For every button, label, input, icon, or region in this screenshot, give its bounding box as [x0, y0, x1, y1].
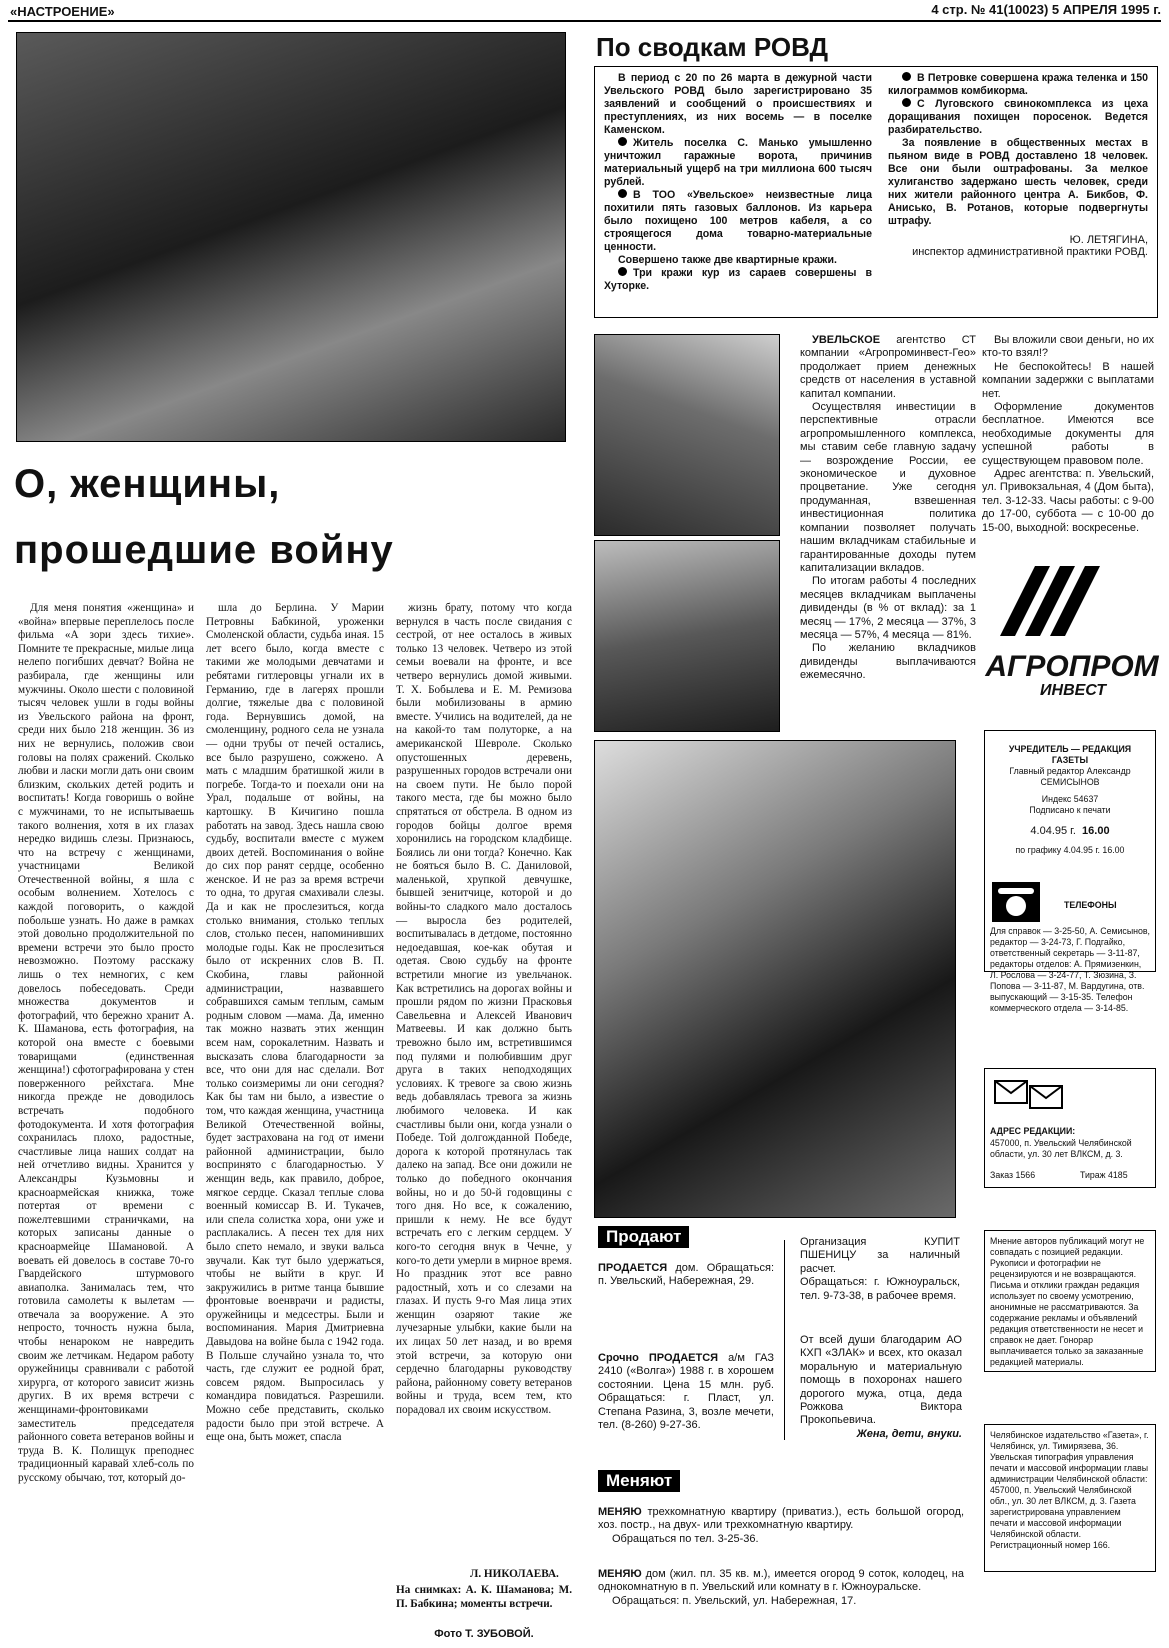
- order-number: Заказ 1566: [990, 1170, 1036, 1180]
- agroprom-logo-icon: [990, 566, 1120, 654]
- telephone-icon: [992, 882, 1040, 922]
- meeting-photo: [594, 740, 956, 1218]
- phones-title: ТЕЛЕФОНЫ: [1064, 900, 1117, 910]
- printing-text: Челябинское издательство «Газета», г. Челябинск, ул. Тимирязева, 36. Увельская типография управления печати и массовой информации главы администрации Челябинской области: 457000, п. Увельский Челябинской обл., ул. 30 лет ВЛКСМ, д. 3. Газета зарегистрирована управлением печати и массовой информации Челябинской области. Регистрационный номер 166.: [990, 1430, 1149, 1550]
- bullet-icon: [902, 72, 911, 81]
- swap-ad-2: МЕНЯЮ дом (жил. пл. 35 кв. м.), имеется огород 9 соток, колодец, на однокомнатную в п. Увельский или комнату в г. Южноуральске. Обращаться: п. Увельский, ул. Набережная, 17.: [598, 1568, 964, 1607]
- swap-ad-1: МЕНЯЮ трехкомнатную квартиру (приватиз.), есть большой огород, хоз. постр., на двух- или трехкомнатную квартиру. Обращаться по тел. 3-25-36.: [598, 1506, 964, 1545]
- header-rule: [8, 20, 1161, 22]
- portrait-photo-1: [594, 334, 780, 536]
- portrait-photo-2: [594, 540, 780, 732]
- agroprom-logo-text: АГРОПРОМ: [985, 650, 1159, 683]
- rovd-title: По сводкам РОВД: [596, 32, 829, 62]
- thanks-ad: От всей души благодарим АО КХП «ЗЛАК» и всех, кто оказал моральную и материальную помощь в похоронах нашего дорогого мужа, отца, деда Рожкова Виктора Прокопьевича. Жена, дети, внуки.: [800, 1334, 962, 1440]
- phones-list: Для справок — 3-25-50, А. Семисынов, редактор — 3-24-73, Г. Подгайко, ответственный секретарь — 3-11-87, редакторы отделов: А. Прямизенкин, Л. Рослова — 3-24-77, Т. Зюзина, З. Попова — 3-11-87, М. Вардугина, отв. выпускающий — 3-15-35. Телефон коммерческого отдела — 3-14-85.: [990, 926, 1151, 1013]
- section-title: «НАСТРОЕНИЕ»: [10, 4, 115, 19]
- bullet-icon: [902, 98, 911, 107]
- ad-divider: [784, 1240, 785, 1440]
- photo-credit: Фото Т. ЗУБОВОЙ.: [434, 1628, 534, 1640]
- main-photo: [16, 32, 566, 442]
- article-headline-line2: прошедшие войну: [14, 528, 394, 572]
- rovd-signature-name: Ю. ЛЕТЯГИНА,: [1069, 234, 1148, 246]
- issue-info: 4 стр. № 41(10023) 5 АПРЕЛЯ 1995 г.: [931, 2, 1161, 17]
- bullet-icon: [618, 189, 627, 198]
- publisher-info: УЧРЕДИТЕЛЬ — РЕДАКЦИЯ ГАЗЕТЫ Главный редактор Александр СЕМИСЫНОВ Индекс 54637 Подписано к печати 4.04.95 г. 16.00 по графику 4.04.95 г. 16.00: [1008, 744, 1132, 855]
- article-headline-line1: О, женщины,: [14, 462, 281, 506]
- sell-ad-1: ПРОДАЕТСЯ дом. Обращаться: п. Увельский, Набережная, 29.: [598, 1262, 774, 1288]
- sell-ad-2: Срочно ПРОДАЕТСЯ а/м ГАЗ 2410 («Волга») 1988 г. в хорошем состоянии. Цена 15 млн. руб. Обращаться: г. Пласт, ул. Степана Разина, 3, возле мечети, тел. (8-260) 9-27-36.: [598, 1352, 774, 1432]
- buy-ad: Организация КУПИТ ПШЕНИЦУ за наличный расчет. Обращаться: г. Южноуральск, тел. 9-73-38, в рабочее время.: [800, 1236, 960, 1302]
- rovd-column-1: В период с 20 по 26 марта в дежурной части Увельского РОВД было зарегистрировано 35 заявлений и сообщений о происшествиях и преступлениях, из них восемь — в поселке Каменском. Житель поселка С. Манько умышленно уничтожил гаражные ворота, причинив материальный ущерб на три миллиона 600 тысяч рублей. В ТОО «Увельское» неизвестные лица похитили пять газовых баллонов. Из карьера было похищено 100 метров кабеля, а со строящегося дома товарно-материальные ценности. Совершено также две квартирные кражи. Три кражи кур из сараев совершены в Хуторке.: [604, 72, 872, 292]
- rovd-column-2: В Петровке совершена кража теленка и 150 килограммов комбикорма. С Луговского свинокомплекса из цеха доращивания похищен поросенок. Ведется разбирательство. За появление в общественных местах в пьяном виде в РОВД доставлено 18 человек. Все они были оштрафованы. За мелкое хулиганство задержано шесть человек, среди них жители районного центра А. Бикбов, Ф. Анисько, В. Ротанов, которые подвергнуты штрафу. Ю. ЛЕТЯГИНА, инспектор административной практики РОВД.: [888, 72, 1148, 258]
- article-column-1: Для меня понятия «женщина» и «война» впервые переплелось после фильма «А зори здесь тихие». Помните те прекрасные, милые лица нелепо погибших девчат? Война не разбирала, где женщины или мужчины. Около шести с половиной тысяч человек ушли в годы войны из Увельского района на фронт, среди них было 218 женщин. 36 из них не вернулись, положив свои головы на полях сражений. Сколько любви и ласки могли дать они своим близким, скольких детей родить и воспитать! Когда говоришь о войне с мужчинами, то не испытываешь такого волнения, хотя в их глазах нередко видишь слезы. Признаюсь, что на встречу с женщинами, участницами Великой Отечественной войны, я шла с особым волнением. Хотелось с каждой поговорить, о каждой побольше узнать. Но даже в рамках этой довольно продолжительной по времени встречи это было просто невозможно. Поэтому расскажу лишь о тех немногих, с кем довелось побеседовать. Среди множества документов и фотографий, что бережно хранит А. К. Шаманова, есть фотография, на которой она вместе с боевыми товарищами (единственная женщина!) сфотографирована у стен поверженного рейхстага. Мне никогда прежде не доводилось встречать подобного фотодокумента. И хотя фотография сохранилась плохо, радостные, счастливые лица наших солдат на ней отчетливо видны. Хранится у Александры Кузьмовны и красноармейская книжка, тоже потертая от времени с пожелтевшими страничками, на которых записаны данные о красноармейце Шамановой. А воевать ей довелось в составе 70-го Гвардейского штурмового авиаполка. Занималась тем, что готовила самолеты к вылетам — отвечала за вооружение. А это непросто, точность нужна была, чтобы ненароком не навредить своим же летчикам. Недаром работу оружейницы сравнивали с работой хирурга, от которого зависит жизнь других. В их время встречи с женщинами-фронтовиками заместитель председателя районного совета ветеранов войны и труда В. К. Полищук преподнес традиционный каравай хлеб-соль по русскому обычаю, тот, который до-: [18, 602, 194, 1484]
- article-column-2: шла до Берлина. У Марии Петровны Бабкиной, уроженки Смоленской области, судьба иная. 15 лет всего было, когда вместе с такими же молодыми девчатами и ребятами гитлеровцы угнали их в Германию, где в лагерях прошли долгие, тяжелые два с половиной года. Вернувшись домой, на смоленщину, родного села не узнала — одни трубы от печей остались, все было разрушено, сожжено. А мать с младшим братишкой жили в погребе. Тогда-то и поехали они на Урал, подальше от войны, на картошку. В Кичигино пошла работать на завод. Здесь нашла свою судьбу, воспитали вместе с мужем двоих детей. Воспоминания о войне до сих пор ранят сердце, особенно женское. И не раз за время встречи то одна, то другая смахивали слезы. Да и как не прослезиться, когда столько внимания, столько теплых слов, столько песен, напоминивших молодые годы. Как не прослезиться было от искренних слов В. П. Скобина, главы районной администрации, назвавшего собравшихся самым теплым, самым родным словом —мама. Да, именно так можно назвать этих женщин всем нам, сорокалетним. Назвать и высказать слова благодарности за все, что они для нас сделали. Вот только соизмеримы ли они сегодня? Как бы там ни было, а известие о том, что каждая женщина, участница Великой Отечественной войны, будет застрахована на год от имени районной администрации, было воспринято с благодарностью. У женщин ведь, как правило, доброе, мягкое сердце. Сказал теплые слова военный комиссар В. И. Тукачев, или спела солистка хора, они уже и расплакались. А песен тех для них было спето немало, и звуки вальса звучали. Как тут было удержаться, чтобы не выйти в круг. И закружились в ритме танца бывшие фронтовые военврачи и радисты, оружейницы и медсестры. Были и воспоминания. Мария Дмитриевна Давыдова на войне была с 1942 года. В Польше случайно узнала то, что часть, где служит ее родной брат, совсем рядом. Выпросилась у командира повидаться. Разрешили. Можно себе представить, сколько радости было при этой встрече. А еще она, быть может, спасла: [206, 602, 384, 1444]
- sell-section-tab: Продают: [598, 1226, 689, 1248]
- circulation: Тираж 4185: [1080, 1170, 1128, 1180]
- bullet-icon: [618, 267, 627, 276]
- agro-column-1: УВЕЛЬСКОЕ агентство СТ компании «Агропроминвест-Гео» продолжает прием денежных средств от населения в уставной капитал компании. Осуществляя инвестиции в перспективные отрасли агропромышленного комплекса, мы ставим себе главную задачу — возрождение России, ее экономическое и духовное процветание. Уже сегодня продуманная, взвешенная инвестиционная политика компании позволяет получать нашим вкладчикам стабильные и гарантированные доходы путем капитализации вкладов. По итогам работы 4 последних месяцев вкладчикам выплачены дивиденды (в % от вклад): за 1 месяц — 17%, 2 месяца — 37%, 3 месяца — 57%, 4 месяца — 81%. По желанию вкладчиков дивиденды выплачиваются ежемесячно.: [800, 334, 976, 682]
- agro-lead: УВЕЛЬСКОЕ: [812, 334, 881, 346]
- address-text: 457000, п. Увельский Челябинской области, ул. 30 лет ВЛКСМ, д. 3.: [990, 1138, 1132, 1159]
- agroprom-logo-subtext: ИНВЕСТ: [1040, 682, 1107, 699]
- swap-section-tab: Меняют: [598, 1470, 680, 1492]
- article-author: Л. НИКОЛАЕВА.: [470, 1568, 559, 1580]
- address-title: АДРЕС РЕДАКЦИИ:: [990, 1126, 1076, 1136]
- disclaimer-text: Мнение авторов публикаций могут не совпадать с позицией редакции. Рукописи и фотографии не рецензируются и не возвращаются. Письма и отклики граждан редакция использует по своему усмотрению, анонимные не рассматриваются. За содержание рекламы и объявлений редакция ответственности не несет и справок не дает. Гонорар выплачивается только за заказанные редакцией материалы.: [990, 1236, 1145, 1367]
- bullet-icon: [618, 137, 627, 146]
- article-caption: На снимках: А. К. Шаманова; М. П. Бабкина; моменты встречи.: [396, 1584, 572, 1610]
- rovd-signature-role: инспектор административной практики РОВД.: [912, 246, 1148, 258]
- envelope-icon: [994, 1080, 1064, 1110]
- article-column-3: жизнь брату, потому что когда вернулся в часть после свидания с сестрой, от нее осталось в живых только 13 человек. Четверо из этой семьи воевали на фронте, и все четверо вернулись домой живыми. Т. Х. Бобылева и Е. М. Ремизова были мобилизованы в армию вместе. Учились на водителей, да не на какой-то там полуторке, а на американской Шевроле. Сколько опустошенных деревень, разрушенных городов встречали они на своем пути. Не было порой такого места, где бы можно было спрятаться от обстрела. В одном из городов бойцы долгое время хоронились на городском кладбище. Боялись ли они тогда? Конечно. Как не бояться было В. С. Даниловой, маленькой, хрупкой девчушке, бывшей зенитчице, которой и до войны-то сладкого мало досталось — выросла без родителей, воспитывалась в детдоме, постоянно недоедавшая, кое-как обутая и одетая. Свою судьбу на фронте встретили многие из увельчанок. Как встретились на дорогах войны и прошли рядом по жизни Прасковья Савельевна и Алексей Иванович Матвеевы. И как должно быть тревожно было им, встретившимся под пулями и полюбившим друг друга в таких неподходящих условиях. К тревоге за свою жизнь ведь добавлялась тревога за жизнь любимого человека. И как счастливы были они, когда узнали о Победе. Той долгожданной Победе, дорога к которой протянулась так далеко на запад. Все они дожили не только до победного окончания войны, но и до 50-й годовщины с того дня. Но все, к сожалению, пришли к нему. Не все будут встречать его с легким сердцем. У кого-то сегодня внук в Чечне, у кого-то дети умерли в мирное время. Но праздник этот все равно радостный, хоть и со слезами на глазах. И пусть 9-го Мая лица этих женщин озаряют такие же лучезарные улыбки, какие были на их лицах 50 лет назад, и во время этой встречи, за которую они сердечно благодарны руководству района, районному совету ветеранов войны и труда, всем тем, кто порадовал их своим искусством.: [396, 602, 572, 1417]
- agro-column-2: Вы вложили свои деньги, но их кто-то взял!? Не беспокойтесь! В нашей компании задержки с выплатами нет. Оформление документов бесплатное. Имеются все необходимые документы для успешной работы в существующем правовом поле. Адрес агентства: п. Увельский, ул. Привокзальная, 4 (Дом быта), тел. 3-12-33. Часы работы: с 9-00 до 17-00, суббота — с 10-00 до 15-00, выходной: воскресенье.: [982, 334, 1154, 534]
